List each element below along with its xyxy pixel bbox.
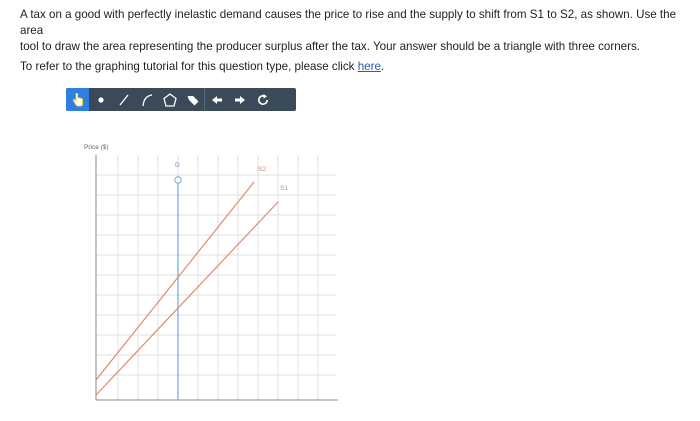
y-axis-label: Price ($)	[84, 144, 109, 151]
supply-demand-graph[interactable]	[78, 140, 348, 410]
tag-fill-icon	[186, 93, 200, 107]
redo-button[interactable]	[228, 88, 251, 111]
undo-button[interactable]	[204, 88, 228, 111]
reset-button[interactable]	[251, 88, 274, 111]
line-tool-button[interactable]	[112, 88, 135, 111]
graph-area[interactable]	[78, 140, 348, 410]
reset-icon	[256, 93, 270, 107]
hand-pointer-icon	[71, 93, 85, 107]
demand-handle[interactable]	[175, 177, 181, 183]
tutorial-prefix: To refer to the graphing tutorial for this question type, please click	[20, 60, 358, 73]
point-tool-button[interactable]	[89, 88, 112, 111]
redo-arrow-icon	[233, 93, 247, 107]
curve-tool-button[interactable]	[135, 88, 158, 111]
instructions-line-1: A tax on a good with perfectly inelastic demand causes the price to rise and the supply to shift from S1 to S2, as shown. Use the area	[20, 8, 677, 37]
polygon-icon	[162, 92, 178, 108]
s2-supply-curve[interactable]	[96, 182, 254, 380]
line-icon	[117, 93, 131, 107]
tutorial-link[interactable]: here	[357, 60, 381, 73]
graphing-toolbar	[66, 88, 296, 111]
undo-arrow-icon	[210, 93, 224, 107]
polygon-area-tool-button[interactable]	[158, 88, 181, 111]
instructions-line-2: tool to draw the area representing the producer surplus after the tax. Your answer should be a triangle with three corners.	[20, 40, 640, 53]
point-icon	[94, 93, 108, 107]
s2-label: S2	[258, 166, 266, 173]
s1-supply-curve[interactable]	[96, 202, 278, 395]
fill-tool-button[interactable]	[181, 88, 204, 111]
demand-label: D	[175, 162, 180, 169]
s1-label: S1	[280, 185, 288, 192]
pointer-tool-button[interactable]	[66, 88, 89, 111]
tutorial-suffix: .	[380, 60, 385, 73]
grid	[96, 155, 336, 400]
question-instructions	[20, 7, 680, 55]
tutorial-note	[20, 59, 384, 75]
curve-icon	[140, 93, 154, 107]
